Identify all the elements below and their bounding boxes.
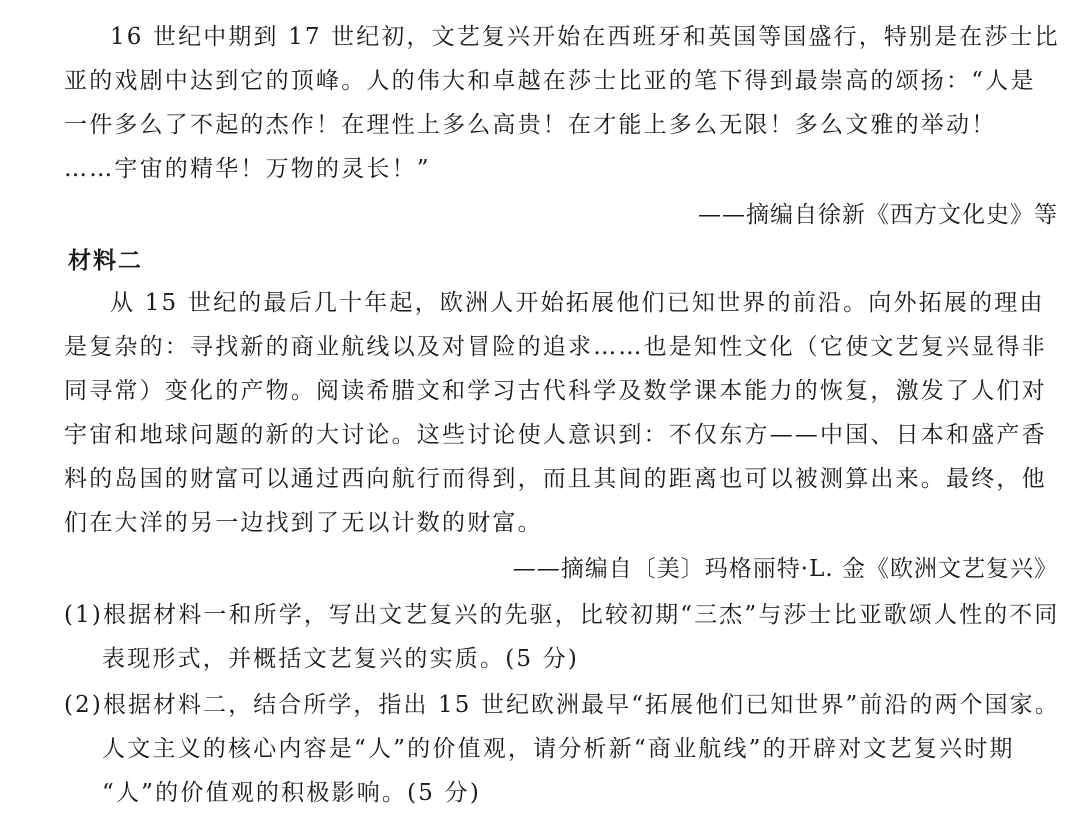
material1-line-2: 亚的戏剧中达到它的顶峰。人的伟大和卓越在莎士比亚的笔下得到最崇高的颂扬：“人是 <box>64 68 1036 94</box>
material2-line-1: 从 15 世纪的最后几十年起，欧洲人开始拓展他们已知世界的前沿。向外拓展的理由 <box>110 290 1045 316</box>
question2-line-2: 人文主义的核心内容是“人”的价值观，请分析新“商业航线”的开辟对文艺复兴时期 <box>102 736 1015 762</box>
question1-line-1: (1)根据材料一和所学，写出文艺复兴的先驱，比较初期“三杰”与莎士比亚歌颂人性的不同 <box>64 602 1060 628</box>
material2-line-3: 同寻常）变化的产物。阅读希腊文和学习古代科学及数学课本能力的恢复，激发了人们对 <box>64 378 1047 404</box>
material2-line-5: 料的岛国的财富可以通过西向航行而得到，而且其间的距离也可以被测算出来。最终，他 <box>64 466 1047 492</box>
material1-line-3: 一件多么了不起的杰作！在理性上多么高贵！在才能上多么无限！多么文雅的举动！ <box>64 112 997 138</box>
material2-line-4: 宇宙和地球问题的新的大讨论。这些讨论使人意识到：不仅东方——中国、日本和盛产香 <box>64 422 1047 448</box>
material2-source: ——摘编自〔美〕玛格丽特·L. 金《欧洲文艺复兴》 <box>512 556 1058 582</box>
question1-line-2: 表现形式，并概括文艺复兴的实质。(5 分) <box>102 646 580 672</box>
question2-line-1: (2)根据材料二，结合所学，指出 15 世纪欧洲最早“拓展他们已知世界”前沿的两个国家。 <box>64 692 1060 718</box>
material2-heading: 材料二 <box>68 248 143 274</box>
material1-line-4: ……宇宙的精华！万物的灵长！” <box>64 156 431 182</box>
material2-line-6: 们在大洋的另一边找到了无以计数的财富。 <box>64 510 543 536</box>
material1-line-1: 16 世纪中期到 17 世纪初，文艺复兴开始在西班牙和英国等国盛行，特别是在莎士比 <box>110 24 1060 50</box>
question2-line-3: “人”的价值观的积极影响。(5 分) <box>102 780 482 806</box>
material2-line-2: 是复杂的：寻找新的商业航线以及对冒险的追求……也是知性文化（它使文艺复兴显得非 <box>64 334 1047 360</box>
material1-source: ——摘编自徐新《西方文化史》等 <box>698 202 1058 228</box>
